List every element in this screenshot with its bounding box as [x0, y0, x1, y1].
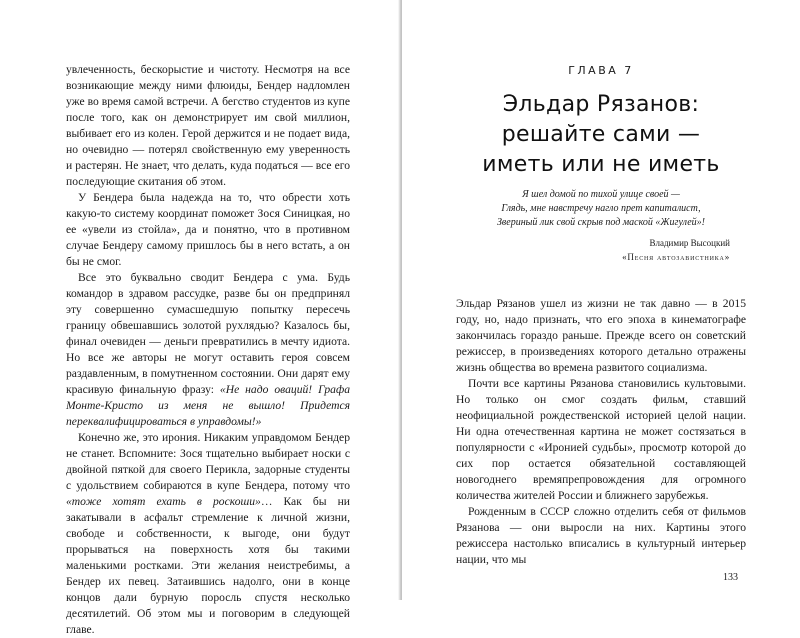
- epigraph-attribution: [530, 236, 730, 264]
- page-number: 133: [723, 572, 738, 583]
- chapter-title-line-2: решайте сами —: [501, 122, 701, 147]
- epigraph-line-3: Звериный лик свой скрыв под маской «Жигулей»!: [496, 217, 706, 228]
- chapter-title-line-1: Эльдар Рязанов:: [502, 92, 700, 117]
- left-page-body: [66, 62, 350, 638]
- epigraph-source: «Песня автозавистника»: [622, 252, 730, 262]
- left-paragraph-2: У Бендера была надежда на то, что обрести хоть какую-то систему координат поможет Зося Синицкая, но ее «увели из стойла», да и понятно, что в противном случае Бендеру самому пришлось бы в него встать, а он бы не смог.: [66, 191, 350, 268]
- epigraph: [402, 188, 800, 230]
- left-paragraph-3-text: Все это буквально сводит Бендера с ума. Будь командор в здравом рассудке, разве бы он предпринял эту совершенно сумасшедшую попытку пересечь границу обвешавшись золотой рухлядью? Казалось бы, финал очевиден — деньги превратились в мечту идиота. Но все же авторы не могут оставить героя совсем раздавленным, в помутненном состоянии. Они дарят ему красивую финальную фразу:: [66, 271, 350, 396]
- left-paragraph-4: [66, 430, 350, 638]
- right-paragraph-2: Почти все картины Рязанова становились культовыми. Но только он смог создать фильм, ставший неофициальной рождественской историей целой нации. Ни одна отечественная картина не может состязаться в популярности с «Иронией судьбы», просмотр которой до сих пор остается обязательной составляющей новогоднего времяпрепровождения для огромного количества жителей России и ближнего зарубежья.: [456, 377, 746, 502]
- right-paragraph-3: Рожденным в СССР сложно отделить себя от фильмов Рязанова — они выросли на них. Картины этого режиссера настолько вписались в культурный интерьер нации, что мы: [456, 505, 746, 566]
- left-paragraph-4-quote: «тоже хотят ехать в роскоши»: [66, 495, 261, 508]
- right-page: [402, 0, 800, 600]
- right-paragraph-1: Эльдар Рязанов ушел из жизни не так давно — в 2015 году, но, надо признать, что его эпоха в кинематографе закончилась гораздо раньше. Прежде всего он советский режиссер, в произведениях которого детально отражены жизнь общества во времена развитого социализма.: [456, 297, 746, 374]
- left-paragraph-4-text-after: … Как бы ни закатывали в асфальт стремление к личной жизни, свободе и собственности, к выгоде, они будут прорываться на поверхность хотя бы такими маленькими ростками. Эти желания неистребимы, а Бендер их певец. Затаившись надолго, они в конце концов дали бурную поросль спустя несколько десятилетий. Об этом мы и поговорим в следующей главе.: [66, 495, 350, 636]
- chapter-title: [402, 90, 800, 180]
- epigraph-line-1: Я шел домой по тихой улице своей —: [522, 189, 680, 200]
- left-paragraph-3-quote: «Не надо оваций! Графа Монте-Кристо из меня не вышло! Придется переквалифицироваться в управдомы!»: [66, 383, 350, 428]
- left-paragraph-3: [66, 270, 350, 430]
- chapter-title-line-3: иметь или не иметь: [482, 152, 720, 177]
- epigraph-line-2: Глядь, мне навстречу нагло прет капиталист,: [501, 203, 701, 214]
- right-page-body: [456, 296, 746, 568]
- chapter-label: ГЛАВА 7: [568, 64, 634, 77]
- left-paragraph-1: увлеченность, бескорыстие и чистоту. Несмотря на все возникающие между ними флюиды, Бендер надломлен уже во время самой встречи. А бегство студентов из купе после того, как он демонстрирует им свой миллион, выбивает его из колен. Герой держится и не подает вида, но очевидно — потерял свойственную ему уверенность и растерян. Не знает, что делать, куда податься — все его последующие скитания об этом.: [66, 63, 350, 188]
- epigraph-author: Владимир Высоцкий: [649, 238, 730, 248]
- left-page: [0, 0, 400, 636]
- left-paragraph-4-text: Конечно же, это ирония. Никаким управдомом Бендер не станет. Вспомните: Зося тщательно выбирает носки с двойной пяткой для своего Перикла, задорные студенты с удольствием собираются в купе Бендера, потому что: [66, 431, 350, 492]
